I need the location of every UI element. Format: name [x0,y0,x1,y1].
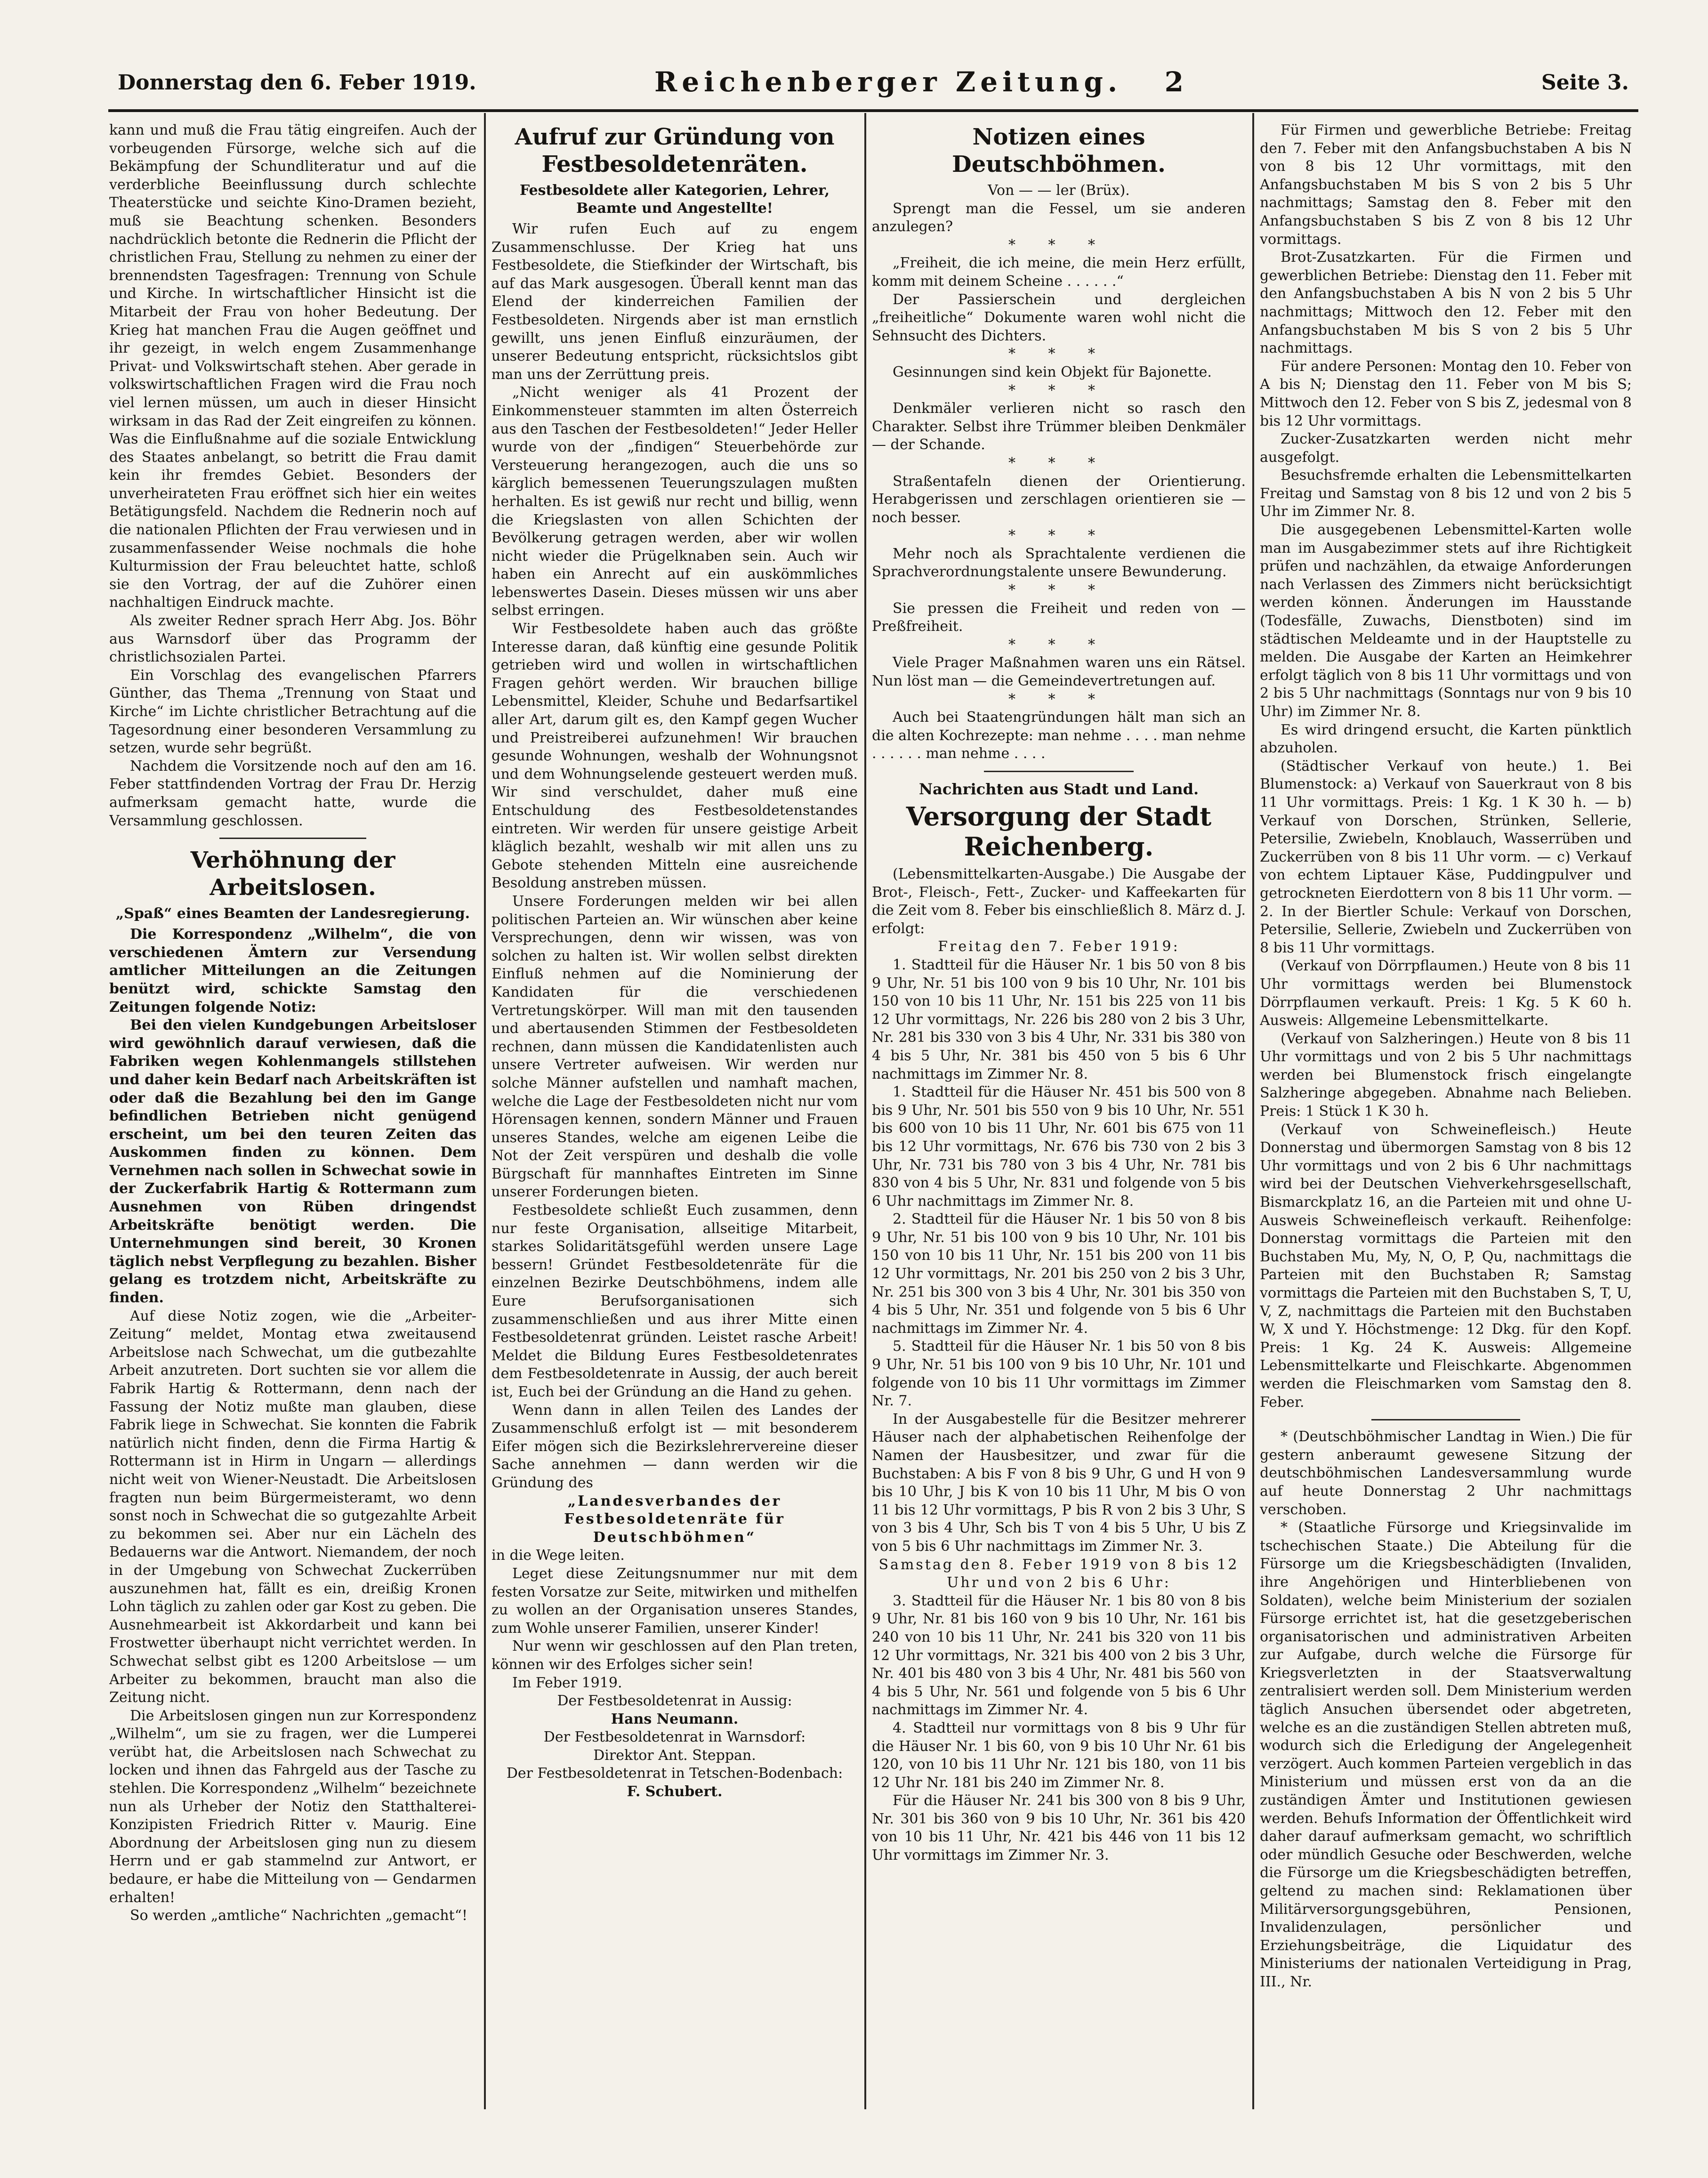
article-separator [1371,1419,1520,1420]
column-2 [491,121,858,2085]
signature-line: Der Festbesoldetenrat in Warnsdorf: [543,1729,806,1746]
article-paragraph: Festbesoldete schließt Euch zusammen, denn nur feste Organisation, allseitige Mitarbeit, starkes Solidaritätsgefühl werden unsere Lage bessern! Gründet Festbesoldetenräte für die einzelnen Bezirke Deutschböhmens, indem alle Eure Berufsorganisationen sich zusammenschließen und aus ihrer Mitte einen Festbesoldetenrat gründen. Leistet rasche Arbeit! Meldet die Bildung Eures Festbesoldetenrates dem Festbesoldetenrate in Aussig, der auch bereit ist, Euch bei der Gründung an die Hand zu gehen. [491,1202,858,1400]
page-number: Seite 3. [1541,71,1629,95]
article-paragraph: (Lebensmittelkarten-Ausgabe.) Die Ausgabe der Brot-, Fleisch-, Fett-, Zucker- und Kaffeekarten für die Zeit vom 8. Feber bis einschließlich 8. März d. J. erfolgt: [872,866,1246,937]
article-headline: Notizen eines Deutschböhmen. [952,124,1166,177]
article-paragraph: „Nicht weniger als 41 Prozent der Einkommensteuer stammten im alten Österreich aus den Taschen der Festbesoldeten!“ Jeder Heller wurde von der „findigen“ Steuerbehörde zur Versteuerung herangezogen, auch die uns so kärglich bemessenen Teuerungszulagen mußten herhalten. Es ist gewiß nur recht und billig, wenn die Kriegslasten von allen Schichten der Bevölkerung getragen werden, aber wir wollen nicht wieder die Prügelknaben sein. Auch wir haben ein Anrecht auf ein auskömmliches lebenswertes Dasein. Dieses müssen wir uns aber selbst erringen. [491,384,858,619]
note-item: Viele Prager Maßnahmen waren uns ein Rätsel. Nun löst man — die Gemeindevertretungen auf. [872,654,1246,690]
note-separator: * * * [1008,346,1110,363]
note-item: Sie pressen die Freiheit und reden von — Preßfreiheit. [872,600,1246,635]
article-paragraph: Die Korrespondenz „Wilhelm“, die von verschiedenen Ämtern zur Versendung amtlicher Mitteilungen an die Zeitungen benützt wird, schickte Samstag den Zeitungen folgende Notiz: [109,926,476,1016]
news-item: (Verkauf von Dörrpflaumen.) Heute von 8 bis 11 Uhr vormittags werden bei Blumenstock Dörrpflaumen verkauft. Preis: 1 Kg. 5 K 60 h. Ausweis: Allgemeine Lebensmittelkarte. [1260,958,1632,1029]
note-item: Sprengt man die Fessel, um sie anderen anzulegen? [872,200,1246,235]
schedule-paragraph: 3. Stadtteil für die Häuser Nr. 1 bis 80 von 8 bis 9 Uhr, Nr. 81 bis 160 von 9 bis 10 Uhr, Nr. 161 bis 240 von 10 bis 11 Uhr, Nr. 241 bis 320 von 11 bis 12 Uhr vormittags, Nr. 321 bis 400 von 2 bis 3 Uhr, Nr. 401 bis 480 von 3 bis 4 Uhr, Nr. 481 bis 560 von 4 bis 5 Uhr, Nr. 561 und folgende von 5 bis 6 Uhr nachmittags im Zimmer Nr. 4. [872,1592,1246,1718]
note-separator: * * * [1008,582,1110,599]
header-rule [108,109,1638,112]
signature-name: Direktor Ant. Steppan. [593,1747,756,1764]
schedule-paragraph: Für andere Personen: Montag den 10. Feber von A bis N; Dienstag den 11. Feber von M bis S; Mittwoch den 12. Feber von S bis Z, jedesmal von 8 bis 12 Uhr vormittags. [1260,358,1632,429]
signature-name: F. Schubert. [627,1783,723,1800]
schedule-day: Freitag den 7. Feber 1919: [938,938,1180,955]
article-headline: Verhöhnung der Arbeitslosen. [190,847,395,901]
section-separator [984,771,1134,772]
news-item: * (Staatliche Fürsorge und Kriegsinvalide im tschechischen Staate.) Die Abteilung für die Fürsorge um die Kriegsbeschädigten (Invaliden, ihre Angehörigen und Hinterbliebenen von Soldaten), welche beim Ministerium der sozialen Fürsorge errichtet ist, hat die gesetzgeberischen organisatorischen und administrativen Arbeiten zur Aufgabe, durch welche die Fürsorge für Kriegsverletzten in der Staatsverwaltung zentralisiert werden soll. Dem Ministerium werden täglich Ansuchen übersendet oder abgetreten, welche es an die zuständigen Stellen abtreten muß, wodurch sich die Erledigung der Angelegenheit verzögert. Auch kommen Parteien vergeblich in das Ministerium und müssen erst von da an die zuständigen Ämter und Institutionen gewiesen werden. Behufs Information der Öffentlichkeit wird daher darauf aufmerksam gemacht, wo schriftlich oder mündlich Gesuche oder Beschwerden, welche die Fürsorge um die Kriegsbeschädigten betreffen, geltend zu machen sind: Reklamationen über Militärversorgungsgebühren, Pensionen, Invalidenzulagen, persönlicher und Erziehungsbeiträge, die Liquidatur des Ministeriums der nationalen Verteidigung in Prag, III., Nr. [1260,1519,1632,1990]
article-paragraph: „Landesverbandes der Festbesoldetenräte für Deutschböhmen“ [564,1492,785,1546]
note-separator: * * * [1008,691,1110,708]
note-item: Gesinnungen sind kein Objekt für Bajonette. [893,363,1212,380]
article-paragraph: Die Arbeitslosen gingen nun zur Korrespondenz „Wilhelm“, um sie zu fragen, wer die Lumperei verübt hat, die Arbeitslosen nach Schwechat zu locken und ihnen das Fahrgeld aus der Tasche zu stehlen. Die Korrespondenz „Wilhelm“ bezeichnete nun als Urheber der Notiz den Statthalterei-Konzipisten Friedrich Ritter v. Maurig. Eine Abordnung der Arbeitslosen ging nun zu diesem Herrn und er gab stammelnd zur Antwort, er bedaure, er habe die Mitteilung von — Gendarmen erhalten! [109,1707,476,1906]
issue-number: 2 [1164,66,1188,98]
article-paragraph: Als zweiter Redner sprach Herr Abg. Jos. Böhr aus Warnsdorf über das Programm der christlichsozialen Partei. [109,613,476,666]
schedule-paragraph: Es wird dringend ersucht, die Karten pünktlich abzuholen. [1260,721,1632,757]
article-paragraph: Wir rufen Euch auf zu engem Zusammenschlusse. Der Krieg hat uns Festbesoldete, die Stiefkinder der Wirtschaft, bis auf das Mark ausgesogen. Überall kennt man das Elend der kinderreichen Familien der Festbesoldeten. Nirgends aber ist man ernstlich gewillt, uns jenen Einfluß einzuräumen, der unserer Bedeutung entspricht, rücksichtslos gibt man uns der Zerrüttung preis. [491,221,858,383]
article-paragraph: Leget diese Zeitungsnummer nur mit dem festen Vorsatze zur Seite, mitwirken und mithelfen zu wollen an der Organisation unseres Standes, zum Wohle unserer Familien, unserer Kinder! [491,1565,858,1637]
column-1 [109,121,476,2085]
article-paragraph: Nur wenn wir geschlossen auf den Plan treten, können wir des Erfolges sicher sein! [491,1638,858,1673]
note-item: Auch bei Staatengründungen hält man sich an die alten Kochrezepte: man nehme . . . . man nehme . . . . . . man nehme . . . . [872,709,1246,762]
schedule-paragraph: 1. Stadtteil für die Häuser Nr. 451 bis 500 von 8 bis 9 Uhr, Nr. 501 bis 550 von 9 bis 10 Uhr, Nr. 551 bis 600 von 10 bis 11 Uhr, Nr. 601 bis 675 von 11 bis 12 Uhr vormittags, Nr. 676 bis 730 von 2 bis 3 Uhr, Nr. 731 bis 780 von 3 bis 4 Uhr, Nr. 781 bis 830 von 4 bis 5 Uhr, Nr. 831 und folgende von 5 bis 6 Uhr nachmittags im Zimmer Nr. 8. [872,1084,1246,1210]
article-paragraph: So werden „amtliche“ Nachrichten „gemacht“! [130,1907,467,1924]
schedule-paragraph: Für Firmen und gewerbliche Betriebe: Freitag den 7. Feber mit den Anfangsbuchstaben A bis N von 8 bis 12 Uhr vormittags, mit den Anfangsbuchstaben M bis S von 2 bis 5 Uhr nachmittags; Samstag den 8. Feber mit den Anfangsbuchstaben S bis Z von 8 bis 12 Uhr vormittags. [1260,122,1632,248]
note-item: Der Passierschein und dergleichen „freiheitliche“ Dokumente waren wohl nicht die Sehnsucht des Dichters. [872,291,1246,344]
schedule-paragraph: 2. Stadtteil für die Häuser Nr. 1 bis 50 von 8 bis 9 Uhr, Nr. 51 bis 100 von 9 bis 10 Uhr, Nr. 101 bis 150 von 10 bis 11 Uhr, Nr. 151 bis 200 von 11 bis 12 Uhr vormittags, Nr. 201 bis 250 von 2 bis 3 Uhr, Nr. 251 bis 300 von 3 bis 4 Uhr, Nr. 301 bis 350 von 4 bis 5 Uhr, Nr. 351 und folgende von 5 bis 6 Uhr nachmittags im Zimmer Nr. 4. [872,1211,1246,1337]
note-item: Denkmäler verlieren nicht so rasch den Charakter. Selbst ihre Trümmer bleiben Denkmäler — der Schande. [872,400,1246,453]
schedule-paragraph: 4. Stadtteil nur vormittags von 8 bis 9 Uhr für die Häuser Nr. 1 bis 60, von 9 bis 10 Uhr Nr. 61 bis 120, von 10 bis 11 Uhr Nr. 121 bis 180, von 11 bis 12 Uhr Nr. 181 bis 240 im Zimmer Nr. 8. [872,1719,1246,1791]
note-separator: * * * [1008,236,1110,253]
schedule-day: Samstag den 8. Feber 1919 von 8 bis 12 Uhr und von 2 bis 6 Uhr: [878,1556,1239,1591]
signature-line: Der Festbesoldetenrat in Aussig: [557,1693,792,1710]
article-paragraph: Auf diese Notiz zogen, wie die „Arbeiter-Zeitung“ meldet, Montag etwa zweitausend Arbeitslose nach Schwechat, um die gutbezahlte Arbeit anzutreten. Dort suchten sie vor allem die Fabrik Hartig & Rottermann, denn nach der Fassung der Notiz mußte man glauben, diese Fabrik liege in Schwechat. Sie konnten die Fabrik natürlich nicht finden, denn die Firma Hartig & Rottermann ist in Hirm in Ungarn — allerdings nicht weit von Wiener-Neustadt. Die Arbeitslosen fragten nun beim Bürgermeisteramt, wo denn sonst noch in Schwechat die so gutgezahlte Arbeit zu bekommen sei. Aber nur ein Lächeln des Bedauerns war die Antwort. Niemandem, der noch in der Umgebung von Schwechat Zuckerrüben auszunehmen hat, fällt es ein, dreißig Kronen Lohn täglich zu zahlen oder gar Kost zu geben. Die Ausnehmearbeit ist Akkordarbeit und kann bei Frostwetter überhaupt nicht verrichtet werden. In Schwechat selbst gibt es 1200 Arbeitslose — um Arbeiter zu bekommen, braucht man also die Zeitung nicht. [109,1307,476,1706]
article-paragraph: Nachdem die Vorsitzende noch auf den am 16. Feber stattfindenden Vortrag der Frau Dr. Herzig aufmerksam gemacht hatte, wurde die Versammlung geschlossen. [109,758,476,829]
note-separator: * * * [1008,636,1110,653]
schedule-paragraph: 1. Stadtteil für die Häuser Nr. 1 bis 50 von 8 bis 9 Uhr, Nr. 51 bis 100 von 9 bis 10 Uhr, Nr. 101 bis 150 von 10 bis 11 Uhr, Nr. 151 bis 225 von 11 bis 12 Uhr vormittags, Nr. 226 bis 280 von 2 bis 3 Uhr, Nr. 281 bis 330 von 3 bis 4 Uhr, Nr. 331 bis 380 von 4 bis 5 Uhr, Nr. 381 bis 450 von 5 bis 6 Uhr nachmittags im Zimmer Nr. 8. [872,956,1246,1082]
article-paragraph: in die Wege leiten. [491,1547,625,1564]
news-item: * (Deutschböhmischer Landtag in Wien.) Die für gestern anberaumt gewesene Sitzung der deutschböhmischen Landesversammlung wurde auf heute Donnerstag 2 Uhr nachmittags verschoben. [1260,1428,1632,1518]
article-byline: Von — — ler (Brüx). [988,182,1130,199]
news-item: (Städtischer Verkauf von heute.) 1. Bei Blumenstock: a) Verkauf von Sauerkraut von 8 bis 11 Uhr vormittags. Preis: 1 Kg. 1 K 30 h. — b) Verkauf von Dorschen, Strünken, Sellerie, Petersilie, Zwiebeln, Knoblauch, Wasserrüben und Zuckerrüben von 8 bis 11 Uhr vorm. — c) Verkauf von echtem Liptauer Käse, Puddingpulver und getrockneten Eierdottern von 8 bis 11 Uhr vorm. — 2. In der Biertler Schule: Verkauf von Dorschen, Petersilie, Sellerie, Zwiebeln und Zuckerrüben von 8 bis 11 Uhr vormittags. [1260,758,1632,956]
schedule-paragraph: Die ausgegebenen Lebensmittel-Karten wolle man im Ausgabezimmer stets auf ihre Richtigkeit prüfen und nachzählen, da etwaige Anforderungen nach Verlassen des Zimmers nicht berücksichtigt werden können. Änderungen im Hausstande (Todesfälle, Zuwachs, Dienstboten) sind im städtischen Meldeamte und in der Hauptstelle zu melden. Die Ausgabe der Karten an Heimkehrer erfolgt täglich von 8 bis 11 Uhr vormittags und von 2 bis 5 Uhr nachmittags (Sonntags nur von 9 bis 10 Uhr) im Zimmer Nr. 8. [1260,522,1632,720]
article-paragraph: Ein Vorschlag des evangelischen Pfarrers Günther, das Thema „Trennung von Staat und Kirche“ im Lichte christlicher Betrachtung auf die Tagesordnung einer besonderen Versammlung zu setzen, wurde sehr begrüßt. [109,667,476,757]
article-headline: Aufruf zur Gründung von Festbesoldetenräten. [515,124,835,177]
quoted-notice: Bei den vielen Kundgebungen Arbeitsloser wird gewöhnlich darauf verwiesen, daß die Fabriken wegen Kohlenmangels stillstehen und daher kein Bedarf nach Arbeitskräften ist oder daß die Bezahlung bei den im Gange befindlichen Betrieben nicht genügend erscheint, um bei den teuren Zeiten das Auskommen finden zu können. Dem Vernehmen nach sollen in Schwechat sowie in der Zuckerfabrik Hartig & Rottermann zum Ausnehmen von Rüben dringendst Arbeitskräfte benötigt werden. Die Unternehmungen sind bereit, 30 Kronen täglich nebst Verpflegung zu bezahlen. Bisher gelang es trotzdem nicht, Arbeitskräfte zu finden. [109,1017,476,1307]
article-subheadline: „Spaß“ eines Beamten der Landesregierung. [115,905,470,922]
note-item: „Freiheit, die ich meine, die mein Herz erfüllt, komm mit deinem Scheine . . . . . .“ [872,255,1246,290]
page-header [118,66,1629,104]
issue-date: Donnerstag den 6. Feber 1919. [118,71,476,95]
note-separator: * * * [1008,454,1110,471]
schedule-paragraph: In der Ausgabestelle für die Besitzer mehrerer Häuser nach der alphabetischen Reihenfolge der Namen der Hausbesitzer, und zwar für die Buchstaben: A bis F von 8 bis 9 Uhr, G und H von 9 bis 10 Uhr, J bis K von 10 bis 11 Uhr, M bis O von 11 bis 12 Uhr vormittags, P bis R von 2 bis 3 Uhr, S von 3 bis 4 Uhr, Sch bis T von 4 bis 5 Uhr, U bis Z von 5 bis 6 Uhr nachmittags im Zimmer Nr. 3. [872,1411,1246,1555]
article-paragraph: kann und muß die Frau tätig eingreifen. Auch der vorbeugenden Fürsorge, welche sich auf die Bekämpfung der Schundliteratur und auf die verderbliche Beeinflussung durch schlechte Theaterstücke und seichte Kino-Dramen bezieht, muß sie Beachtung schenken. Besonders nachdrücklich betonte die Rednerin die Pflicht der christlichen Frau, Stellung zu nehmen zu einer der brennendsten Tagesfragen: Trennung von Schule und Kirche. In wirtschaftlicher Hinsicht ist die Mitarbeit der Frau von hoher Bedeutung. Der Krieg hat manchen Frau die Augen geöffnet und ihr gezeigt, in welch engem Zusammenhange Privat- und Volkswirtschaft stehen. Aber gerade in volkswirtschaftlichen Fragen wird die Frau noch viel lernen müssen, um auch in dieser Hinsicht wirksam in das Rad der Zeit eingreifen zu können. Was die Einflußnahme auf die soziale Entwicklung des Staates anbelangt, so betritt die Frau damit kein ihr fremdes Gebiet. Besonders der unverheirateten Frau eröffnet sich hier ein weites Betätigungsfeld. Nachdem die Rednerin noch auf die nationalen Pflichten der Frau verwiesen und in zusammenfassender Weise nochmals die hohe Kulturmission der Frau beleuchtet hatte, schloß sie den Vortrag, der auf die Zuhörer einen nachhaltigen Eindruck machte. [109,122,476,611]
note-item: Straßentafeln dienen der Orientierung. Herabgerissen und zerschlagen orientieren sie — noch besser. [872,473,1246,526]
article-paragraph: Im Feber 1919. [512,1674,622,1691]
newspaper-title: Reichenberger Zeitung. 2 [654,66,1188,98]
schedule-paragraph: Besuchsfremde erhalten die Lebensmittelkarten Freitag und Samstag von 8 bis 12 und von 2 bis 5 Uhr im Zimmer Nr. 8. [1260,467,1632,520]
column-3 [872,121,1246,2085]
article-headline: Versorgung der Stadt Reichenberg. [906,801,1212,862]
news-item: (Verkauf von Schweinefleisch.) Heute Donnerstag und übermorgen Samstag von 8 bis 12 Uhr vormittags und von 2 bis 6 Uhr nachmittags wird bei der Deutschen Viehverkehrsgesellschaft, Bismarckplatz 16, an die Parteien mit und ohne U-Ausweis Schweinefleisch verkauft. Reihenfolge: Donnerstag vormittags die Parteien mit den Buchstaben Mu, My, N, O, P, Qu, nachmittags die Parteien mit den Buchstaben R; Samstag vormittags die Parteien mit den Buchstaben S, T, U, V, Z, nachmittags die Parteien mit den Buchstaben W, X und Y. Höchstmenge: 12 Dkg. für den Kopf. Preis: 1 Kg. 24 K. Ausweis: Allgemeine Lebensmittelkarte und Fleischkarte. Abgenommen werden die Fleischmarken vom Samstag den 8. Feber. [1260,1121,1632,1411]
schedule-paragraph: Brot-Zusatzkarten. Für die Firmen und gewerblichen Betriebe: Dienstag den 11. Feber mit den Anfangsbuchstaben A bis N von 2 bis 5 Uhr nachmittags; Mittwoch den 12. Feber mit den Anfangsbuchstaben M bis S von 2 bis 5 Uhr nachmittags. [1260,249,1632,357]
article-paragraph: Wir Festbesoldete haben auch das größte Interesse daran, daß künftig eine gesunde Politik getrieben wird und wollen in wirtschaftlichen Fragen gehört werden. Wir brauchen billige Lebensmittel, Kleider, Schuhe und Bedarfsartikel aller Art, darum gilt es, den Kampf gegen Wucher und Preistreiberei aufzunehmen! Wir brauchen gesunde Wohnungen, weshalb der Wohnungsnot und dem Wohnungselende gesteuert werden muß. Wir sind verschuldet, daher muß eine Entschuldung des Festbesoldetenstandes eintreten. Wir werden für unsere geistige Arbeit kläglich bezahlt, weshalb wir mit allen uns zu Gebote stehenden Mitteln eine ausreichende Besoldung anstreben müssen. [491,621,858,892]
article-paragraph: Wenn dann in allen Teilen des Landes der Zusammenschluß erfolgt ist — mit besonderem Eifer mögen sich die Bezirkslehrervereine dieser Sache annehmen — dann werden wir die Gründung des [491,1402,858,1491]
column-divider [1252,113,1254,2109]
schedule-paragraph: 5. Stadtteil für die Häuser Nr. 1 bis 50 von 8 bis 9 Uhr, Nr. 51 bis 100 von 9 bis 10 Uhr, Nr. 101 und folgende von 10 bis 11 Uhr vormittags im Zimmer Nr. 7. [872,1338,1246,1410]
note-separator: * * * [1008,527,1110,544]
news-item: (Verkauf von Salzheringen.) Heute von 8 bis 11 Uhr vormittags und von 2 bis 5 Uhr nachmittags werden bei Blumenstock frisch eingelangte Salzheringe abgegeben. Abnahme nach Belieben. Preis: 1 Stück 1 K 30 h. [1260,1030,1632,1120]
column-divider [484,113,486,2109]
section-headline: Nachrichten aus Stadt und Land. [918,780,1199,798]
note-separator: * * * [1008,382,1110,399]
column-divider [864,113,866,2109]
article-separator [219,838,366,839]
signature-line: Der Festbesoldetenrat in Tetschen-Bodenbach: [506,1765,843,1782]
article-subheadline: Festbesoldete aller Kategorien, Lehrer, Beamte und Angestellte! [519,182,830,217]
schedule-paragraph: Für die Häuser Nr. 241 bis 300 von 8 bis 9 Uhr, Nr. 301 bis 360 von 9 bis 10 Uhr, Nr. 361 bis 420 von 10 bis 11 Uhr, Nr. 421 bis 446 von 11 bis 12 Uhr vormittags im Zimmer Nr. 3. [872,1792,1246,1864]
article-paragraph: Unsere Forderungen melden wir bei allen politischen Parteien an. Wir wünschen aber keine Versprechungen, denn wir wissen, was von solchen zu halten ist. Wir wollen selbst direkten Einfluß nehmen auf die Nominierung der Kandidaten für die verschiedenen Vertretungskörper. Will man mit den tausenden und abertausenden Stimmen der Festbesoldeten rechnen, dann müssen die Kandidatenlisten auch unsere Vertreter aufweisen. Wir werden nur solche Männer aufstellen und namhaft machen, welche die Lage der Festbesoldeten nicht nur vom Hörensagen kennen, sondern Männer und Frauen unseres Standes, welche am eigenen Leibe die Not der Zeit verspüren und deshalb die volle Bürgschaft für mannhaftes Eintreten im Sinne unserer Forderungen bieten. [491,893,858,1201]
schedule-paragraph: Zucker-Zusatzkarten werden nicht mehr ausgefolgt. [1260,431,1632,466]
note-item: Mehr noch als Sprachtalente verdienen die Sprachverordnungstalente unsere Bewunderung. [872,545,1246,581]
column-4 [1260,121,1632,2085]
signature-name: Hans Neumann. [611,1710,739,1727]
